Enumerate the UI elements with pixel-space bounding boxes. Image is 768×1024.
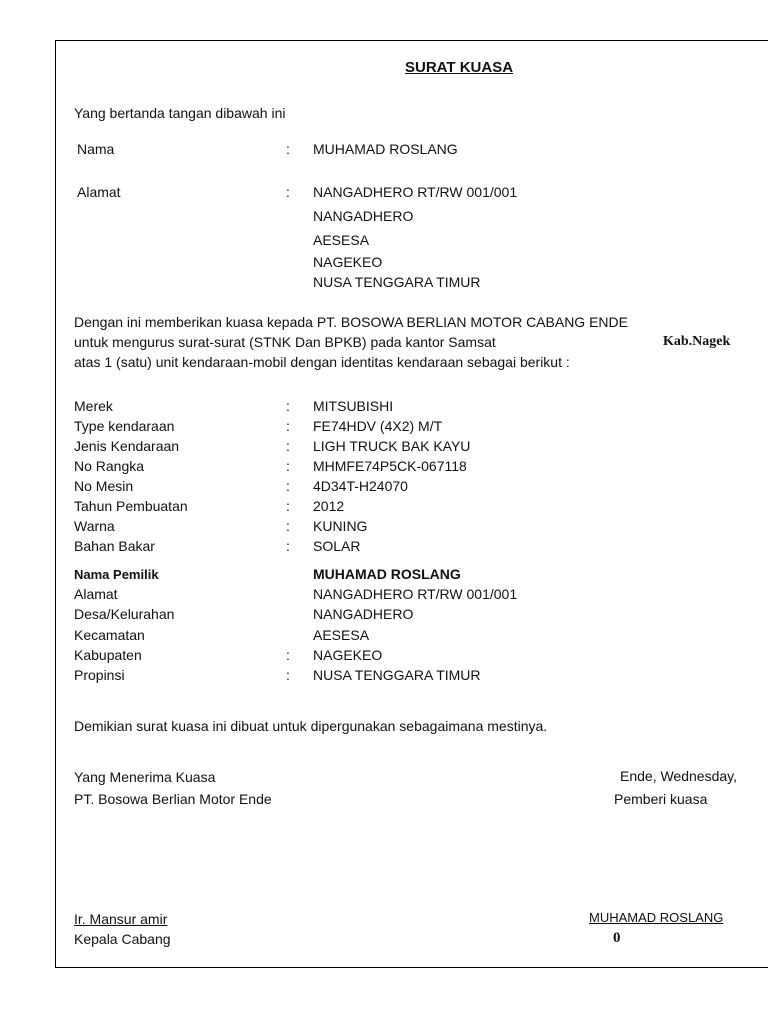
colon: : <box>286 647 290 663</box>
owner-label: Kabupaten <box>74 647 142 663</box>
receiver-company: PT. Bosowa Berlian Motor Ende <box>74 791 272 807</box>
grantor-heading: Pemberi kuasa <box>614 791 708 807</box>
vehicle-value: FE74HDV (4X2) M/T <box>313 418 443 434</box>
vehicle-value: 4D34T-H24070 <box>313 478 408 494</box>
grantor-name: MUHAMAD ROSLANG <box>589 910 724 925</box>
owner-value: NANGADHERO <box>313 606 414 622</box>
vehicle-label: Type kendaraan <box>74 418 175 434</box>
owner-value: NUSA TENGGARA TIMUR <box>313 667 481 683</box>
closing-text: Demikian surat kuasa ini dibuat untuk dipergunakan sebagaimana mestinya. <box>74 718 548 734</box>
document-title: SURAT KUASA <box>405 59 514 76</box>
owner-value: NAGEKEO <box>313 647 383 663</box>
vehicle-value: KUNING <box>313 518 368 534</box>
owner-value: NANGADHERO RT/RW 001/001 <box>313 586 518 602</box>
colon: : <box>286 398 290 414</box>
vehicle-value: MHMFE74P5CK-067118 <box>313 458 467 474</box>
owner-title-label: Nama Pemilik <box>74 567 159 582</box>
colon: : <box>286 184 290 200</box>
body-line-3: atas 1 (satu) unit kendaraan-mobil dengan identitas kendaraan sebagai berikut : <box>74 354 570 370</box>
alamat-line: NANGADHERO <box>313 208 414 224</box>
colon: : <box>286 667 290 683</box>
owner-label: Alamat <box>74 586 118 602</box>
nama-label: Nama <box>77 141 115 157</box>
body-line-1: Dengan ini memberikan kuasa kepada PT. BOSOWA BERLIAN MOTOR CABANG ENDE <box>74 314 628 330</box>
receiver-name: Ir. Mansur amir <box>74 911 168 927</box>
vehicle-label: Bahan Bakar <box>74 538 155 554</box>
vehicle-label: No Rangka <box>74 458 145 474</box>
samsat-place: Kab.Nagek <box>663 334 731 349</box>
body-line-2: untuk mengurus surat-surat (STNK Dan BPKB) pada kantor Samsat <box>74 334 496 350</box>
owner-label: Kecamatan <box>74 627 145 643</box>
grantor-number: 0 <box>613 930 621 946</box>
owner-label: Propinsi <box>74 667 125 683</box>
vehicle-label: Jenis Kendaraan <box>74 438 180 454</box>
alamat-line: NAGEKEO <box>313 254 383 270</box>
alamat-line: NUSA TENGGARA TIMUR <box>313 274 481 290</box>
vehicle-label: Merek <box>74 398 113 414</box>
colon: : <box>286 478 290 494</box>
vehicle-value: 2012 <box>313 498 345 514</box>
colon: : <box>286 141 290 157</box>
signing-date: Ende, Wednesday, <box>620 768 738 784</box>
nama-value: MUHAMAD ROSLANG <box>313 141 458 157</box>
receiver-position: Kepala Cabang <box>74 931 171 947</box>
colon: : <box>286 518 290 534</box>
owner-title-value: MUHAMAD ROSLANG <box>313 566 461 582</box>
colon: : <box>286 438 290 454</box>
colon: : <box>286 498 290 514</box>
vehicle-label: Tahun Pembuatan <box>74 498 188 514</box>
colon: : <box>286 458 290 474</box>
owner-value: AESESA <box>313 627 370 643</box>
alamat-line: NANGADHERO RT/RW 001/001 <box>313 184 518 200</box>
vehicle-value: MITSUBISHI <box>313 398 394 414</box>
vehicle-label: No Mesin <box>74 478 134 494</box>
alamat-line: AESESA <box>313 232 370 248</box>
colon: : <box>286 418 290 434</box>
owner-label: Desa/Kelurahan <box>74 606 175 622</box>
receiver-heading: Yang Menerima Kuasa <box>74 769 216 785</box>
vehicle-label: Warna <box>74 518 115 534</box>
colon: : <box>286 538 290 554</box>
vehicle-value: LIGH TRUCK BAK KAYU <box>313 438 471 454</box>
intro-text: Yang bertanda tangan dibawah ini <box>74 105 286 121</box>
vehicle-value: SOLAR <box>313 538 361 554</box>
alamat-label: Alamat <box>77 184 121 200</box>
